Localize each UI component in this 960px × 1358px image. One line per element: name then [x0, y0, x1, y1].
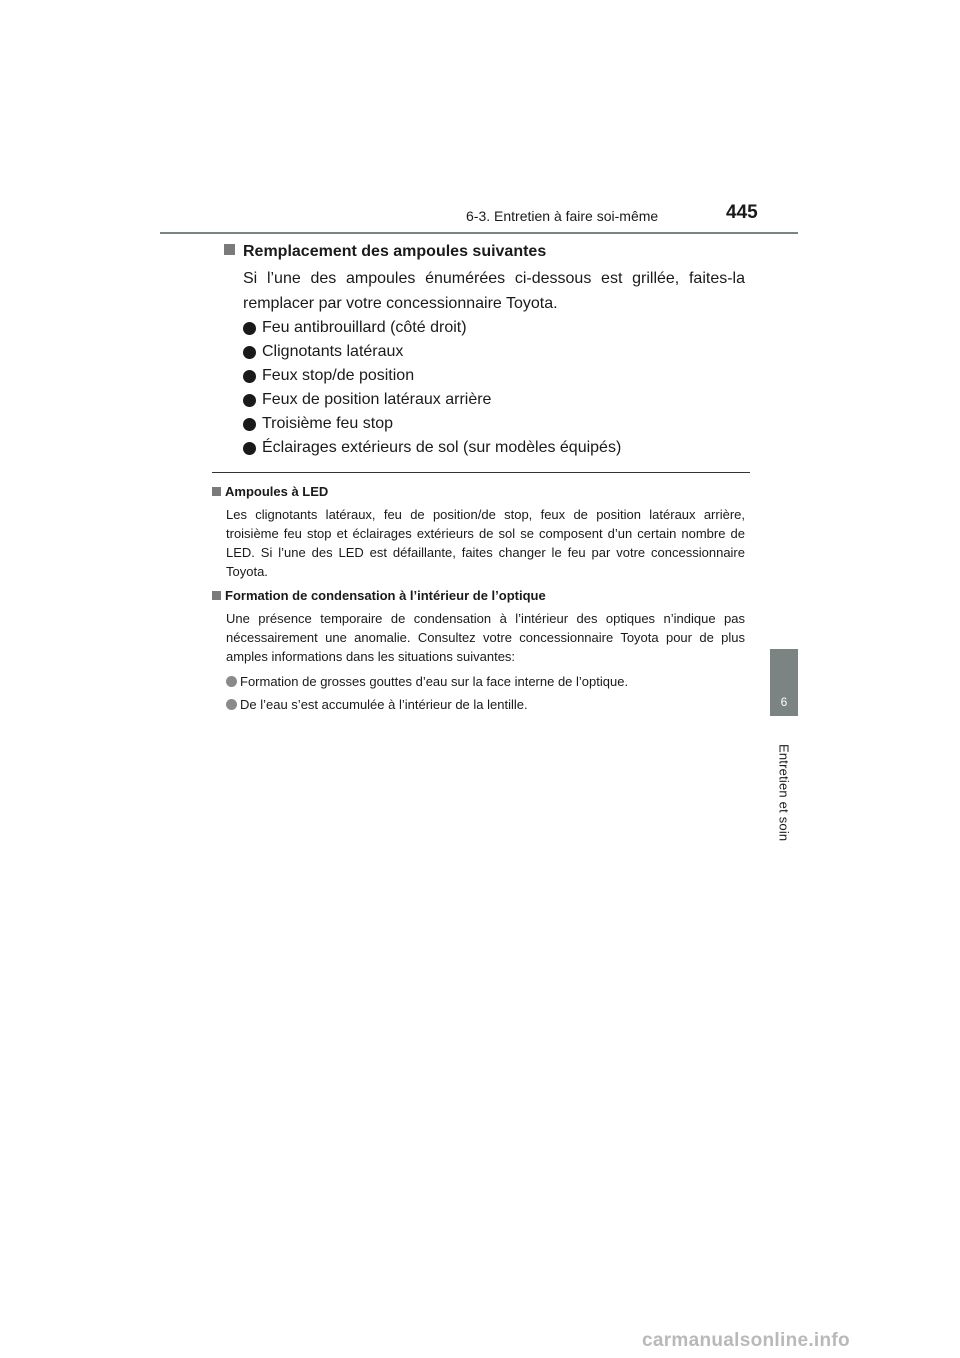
list-item	[243, 388, 763, 412]
page-number: 445	[726, 202, 758, 223]
square-bullet-icon	[212, 591, 221, 600]
section-divider	[212, 472, 750, 473]
bullet-icon	[243, 418, 256, 431]
section-intro: Si l’une des ampoules énumérées ci-dessous est grillée, faites-la remplacer par votre concessionnaire Toyota.	[243, 270, 745, 312]
list-item	[243, 436, 763, 460]
note-body-led: Les clignotants latéraux, feu de position/de stop, feux de position latéraux arrière, troisième feu stop et éclairages extérieurs de sol se composent d’un certain nombre de LED. Si l’une des LED est défaillante, faites changer le feu par votre concessionnaire Toyota.	[226, 507, 745, 579]
list-item	[226, 693, 756, 716]
note-heading-text: Formation de condensation à l’intérieur de l’optique	[225, 588, 546, 603]
header-divider	[160, 232, 798, 234]
note-heading-led	[212, 484, 328, 499]
chapter-tab	[770, 649, 798, 716]
list-item	[243, 412, 763, 436]
list-item	[243, 340, 763, 364]
bullet-icon	[226, 699, 237, 710]
list-item-text: Troisième feu stop	[262, 415, 394, 432]
list-item	[226, 670, 756, 693]
bullet-icon	[243, 346, 256, 359]
list-item	[243, 364, 763, 388]
chapter-title: Entretien et soin	[776, 744, 792, 842]
section-heading	[224, 243, 546, 261]
header-section-title: 6-3. Entretien à faire soi-même	[466, 208, 659, 224]
square-bullet-icon	[212, 487, 221, 496]
chapter-title-tab	[770, 720, 798, 890]
condensation-list	[226, 670, 756, 716]
note-body-condensation: Une présence temporaire de condensation à l’intérieur des optiques n’indique pas nécessairement une anomalie. Consultez votre concessionnaire Toyota pour de plus amples informations dans les situations suivantes:	[226, 611, 745, 664]
list-item-text: Clignotants latéraux	[262, 343, 404, 360]
bullet-icon	[243, 394, 256, 407]
bullet-icon	[226, 676, 237, 687]
list-item-text: Feu antibrouillard (côté droit)	[262, 319, 467, 336]
section-heading-text: Remplacement des ampoules suivantes	[243, 243, 547, 260]
list-item-text: De l’eau s’est accumulée à l’intérieur de la lentille.	[240, 697, 528, 712]
list-item	[243, 316, 763, 340]
note-heading-text: Ampoules à LED	[225, 484, 329, 499]
bullet-icon	[243, 322, 256, 335]
list-item-text: Feux de position latéraux arrière	[262, 391, 492, 408]
square-bullet-icon	[224, 244, 235, 255]
bullet-icon	[243, 442, 256, 455]
chapter-number: 6	[780, 695, 788, 709]
list-item-text: Formation de grosses gouttes d’eau sur la face interne de l’optique.	[240, 674, 629, 689]
list-item-text: Éclairages extérieurs de sol (sur modèles équipés)	[262, 439, 622, 456]
bulb-list	[243, 316, 763, 460]
bullet-icon	[243, 370, 256, 383]
note-heading-condensation	[212, 588, 546, 603]
watermark: carmanualsonline.info	[642, 1330, 850, 1351]
list-item-text: Feux stop/de position	[262, 367, 415, 384]
